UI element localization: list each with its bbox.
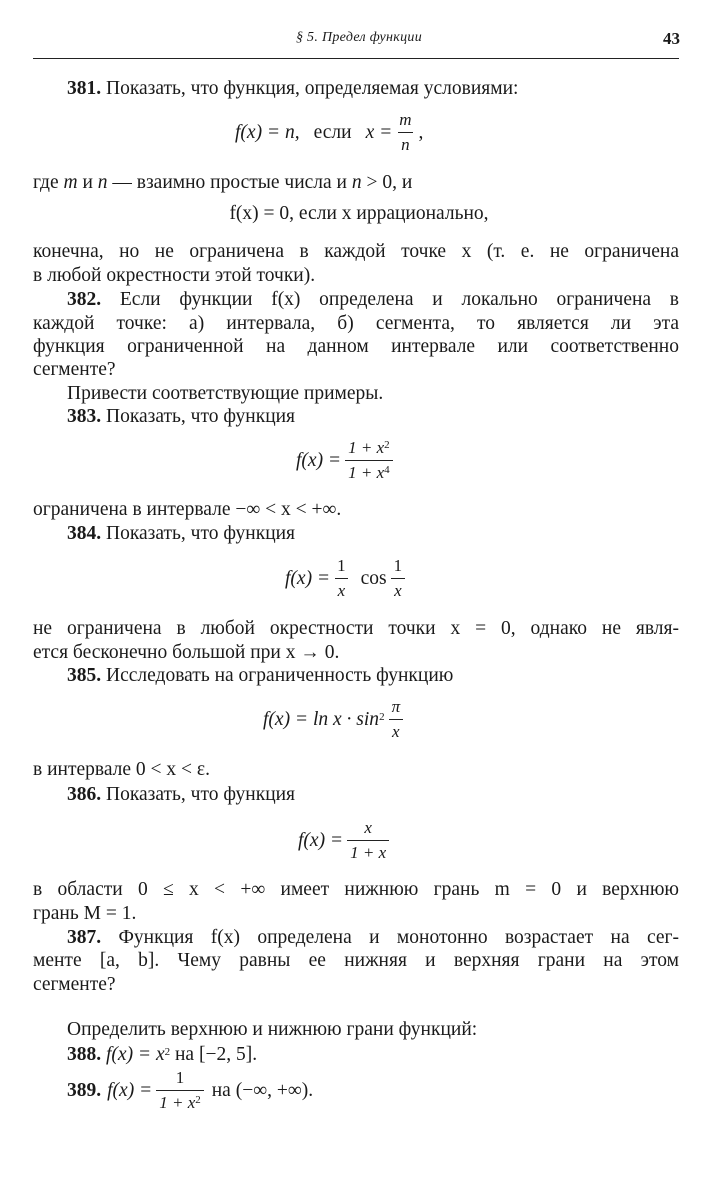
equation-lhs: f(x) =: [296, 449, 342, 471]
problem-number: 381.: [67, 78, 102, 99]
math-var: n: [351, 172, 362, 193]
fraction-denominator: x: [389, 719, 403, 742]
running-header: § 5. Предел функции: [295, 30, 423, 45]
text-run: > 0, и: [361, 172, 413, 193]
text-run: и: [77, 172, 98, 193]
problem-381-line: конечна, но не ограничена в каждой точке x (т. е. не ограничена: [33, 241, 679, 262]
problem-385-line: в интервале 0 < x < ε.: [33, 759, 210, 780]
problem-386-line: [67, 783, 679, 807]
equation-text: f(x) = 0, если x иррационально,: [229, 203, 489, 224]
problem-number: 385.: [67, 665, 102, 686]
fraction-denominator: [345, 460, 393, 483]
denominator-text: 1 + x: [348, 463, 385, 482]
exponent: 2: [195, 1094, 201, 1106]
math-var: n: [97, 172, 108, 193]
fraction: [391, 556, 406, 601]
text-run: где: [33, 172, 64, 193]
problem-number: 382.: [67, 289, 102, 310]
numerator-text: 1 + x: [348, 438, 385, 457]
fraction-numerator: 1: [393, 556, 403, 575]
problem-text: Показать, что функция: [106, 406, 296, 427]
fraction-denominator: 1 + x: [347, 840, 389, 863]
equation-381-1: [0, 110, 718, 158]
fraction-denominator: x: [391, 578, 405, 601]
problem-number: 386.: [67, 784, 102, 805]
problem-383-line: [67, 405, 679, 429]
problem-382-line: Привести соответствующие примеры.: [67, 383, 384, 404]
math-var: m: [63, 172, 78, 193]
problem-382-line: [67, 288, 679, 312]
exponent: 2: [164, 1046, 171, 1058]
problem-text: Показать, что функция: [106, 523, 296, 544]
fraction-numerator: 1: [337, 556, 346, 575]
fraction: [347, 818, 389, 863]
problem-387-line: сегменте?: [33, 974, 116, 995]
problem-number: 387.: [67, 927, 102, 948]
problem-384-line: [67, 522, 679, 546]
problem-384-line: не ограничена в любой окрестности точки x = 0, однако не явля-: [33, 618, 679, 639]
exponent: 2: [379, 710, 385, 723]
cos-function: cos: [360, 567, 387, 589]
fraction: [396, 110, 414, 155]
problem-383-line: ограничена в интервале −∞ < x < +∞.: [33, 499, 342, 520]
equation-lhs: f(x) =: [107, 1079, 153, 1101]
problem-382-line: каждой точке: а) интервала, б) сегмента, то является ли эта: [33, 313, 679, 334]
problem-381-line: [67, 77, 679, 101]
fraction-numerator: π: [391, 697, 401, 716]
exponent: 4: [384, 464, 390, 476]
problem-text: Если функции f(x) определена и локально ограничена в: [119, 289, 680, 310]
problem-text: Исследовать на ограниченность функцию: [106, 665, 454, 686]
problem-number: 383.: [67, 406, 102, 427]
fraction: [156, 1068, 204, 1113]
fraction: [389, 697, 404, 742]
equation-word: если: [313, 121, 352, 143]
problem-388-line: [67, 1043, 679, 1067]
problem-387-line: менте [a, b]. Чему равны ее нижняя и верхняя грани на этом: [33, 950, 679, 971]
problem-386-line: грань M = 1.: [33, 903, 137, 924]
fraction-denominator: [156, 1090, 204, 1113]
fraction-numerator: 1: [175, 1068, 185, 1087]
problem-384-line: ется бесконечно большой при x → 0.: [33, 642, 340, 663]
problem-number: 384.: [67, 523, 102, 544]
problem-387-line: [67, 926, 679, 950]
problem-382-line: сегменте?: [33, 359, 116, 380]
fraction: [345, 438, 393, 483]
problem-381-line: [33, 171, 679, 195]
section-intro: Определить верхнюю и нижнюю грани функций:: [67, 1019, 478, 1040]
fraction-numerator: [345, 438, 393, 460]
problem-number: 388.: [67, 1044, 102, 1065]
page-number: 43: [663, 29, 680, 48]
text-run: на [−2, 5].: [170, 1044, 258, 1065]
fraction-denominator: n: [398, 132, 413, 155]
problem-385-line: [67, 664, 679, 688]
equation-punct: ,: [418, 121, 424, 143]
exponent: 2: [384, 439, 390, 451]
problem-text: Показать, что функция: [106, 784, 296, 805]
math-text: f(x) = x: [106, 1044, 165, 1065]
fraction: [334, 556, 349, 601]
equation-lhs: f(x) =: [285, 567, 331, 589]
fraction-numerator: x: [364, 818, 372, 837]
equation-lhs: f(x) = ln x · sin: [263, 708, 380, 730]
header-rule: [33, 58, 679, 59]
equation-381-2: [0, 203, 718, 225]
problem-386-line: в области 0 ≤ x < +∞ имеет нижнюю грань m = 0 и верхнюю: [33, 879, 679, 900]
text-run: — взаимно простые числа и: [107, 172, 352, 193]
problem-text: Функция f(x) определена и монотонно возрастает на сег-: [118, 927, 680, 948]
fraction-numerator: m: [399, 110, 412, 129]
fraction-denominator: x: [335, 578, 349, 601]
equation-var: x =: [365, 121, 393, 143]
denominator-text: 1 + x: [159, 1093, 196, 1112]
problem-text: Показать, что функция, определяемая условиями:: [106, 78, 519, 99]
interval-text: на (−∞, +∞).: [211, 1079, 314, 1101]
problem-381-line: в любой окрестности этой точки).: [33, 265, 316, 286]
problem-382-line: функция ограниченной на данном интервале или соответственно: [33, 336, 679, 357]
equation-lhs: f(x) = n,: [235, 121, 300, 143]
problem-number: 389.: [67, 1079, 102, 1101]
equation-lhs: f(x) =: [298, 829, 344, 851]
